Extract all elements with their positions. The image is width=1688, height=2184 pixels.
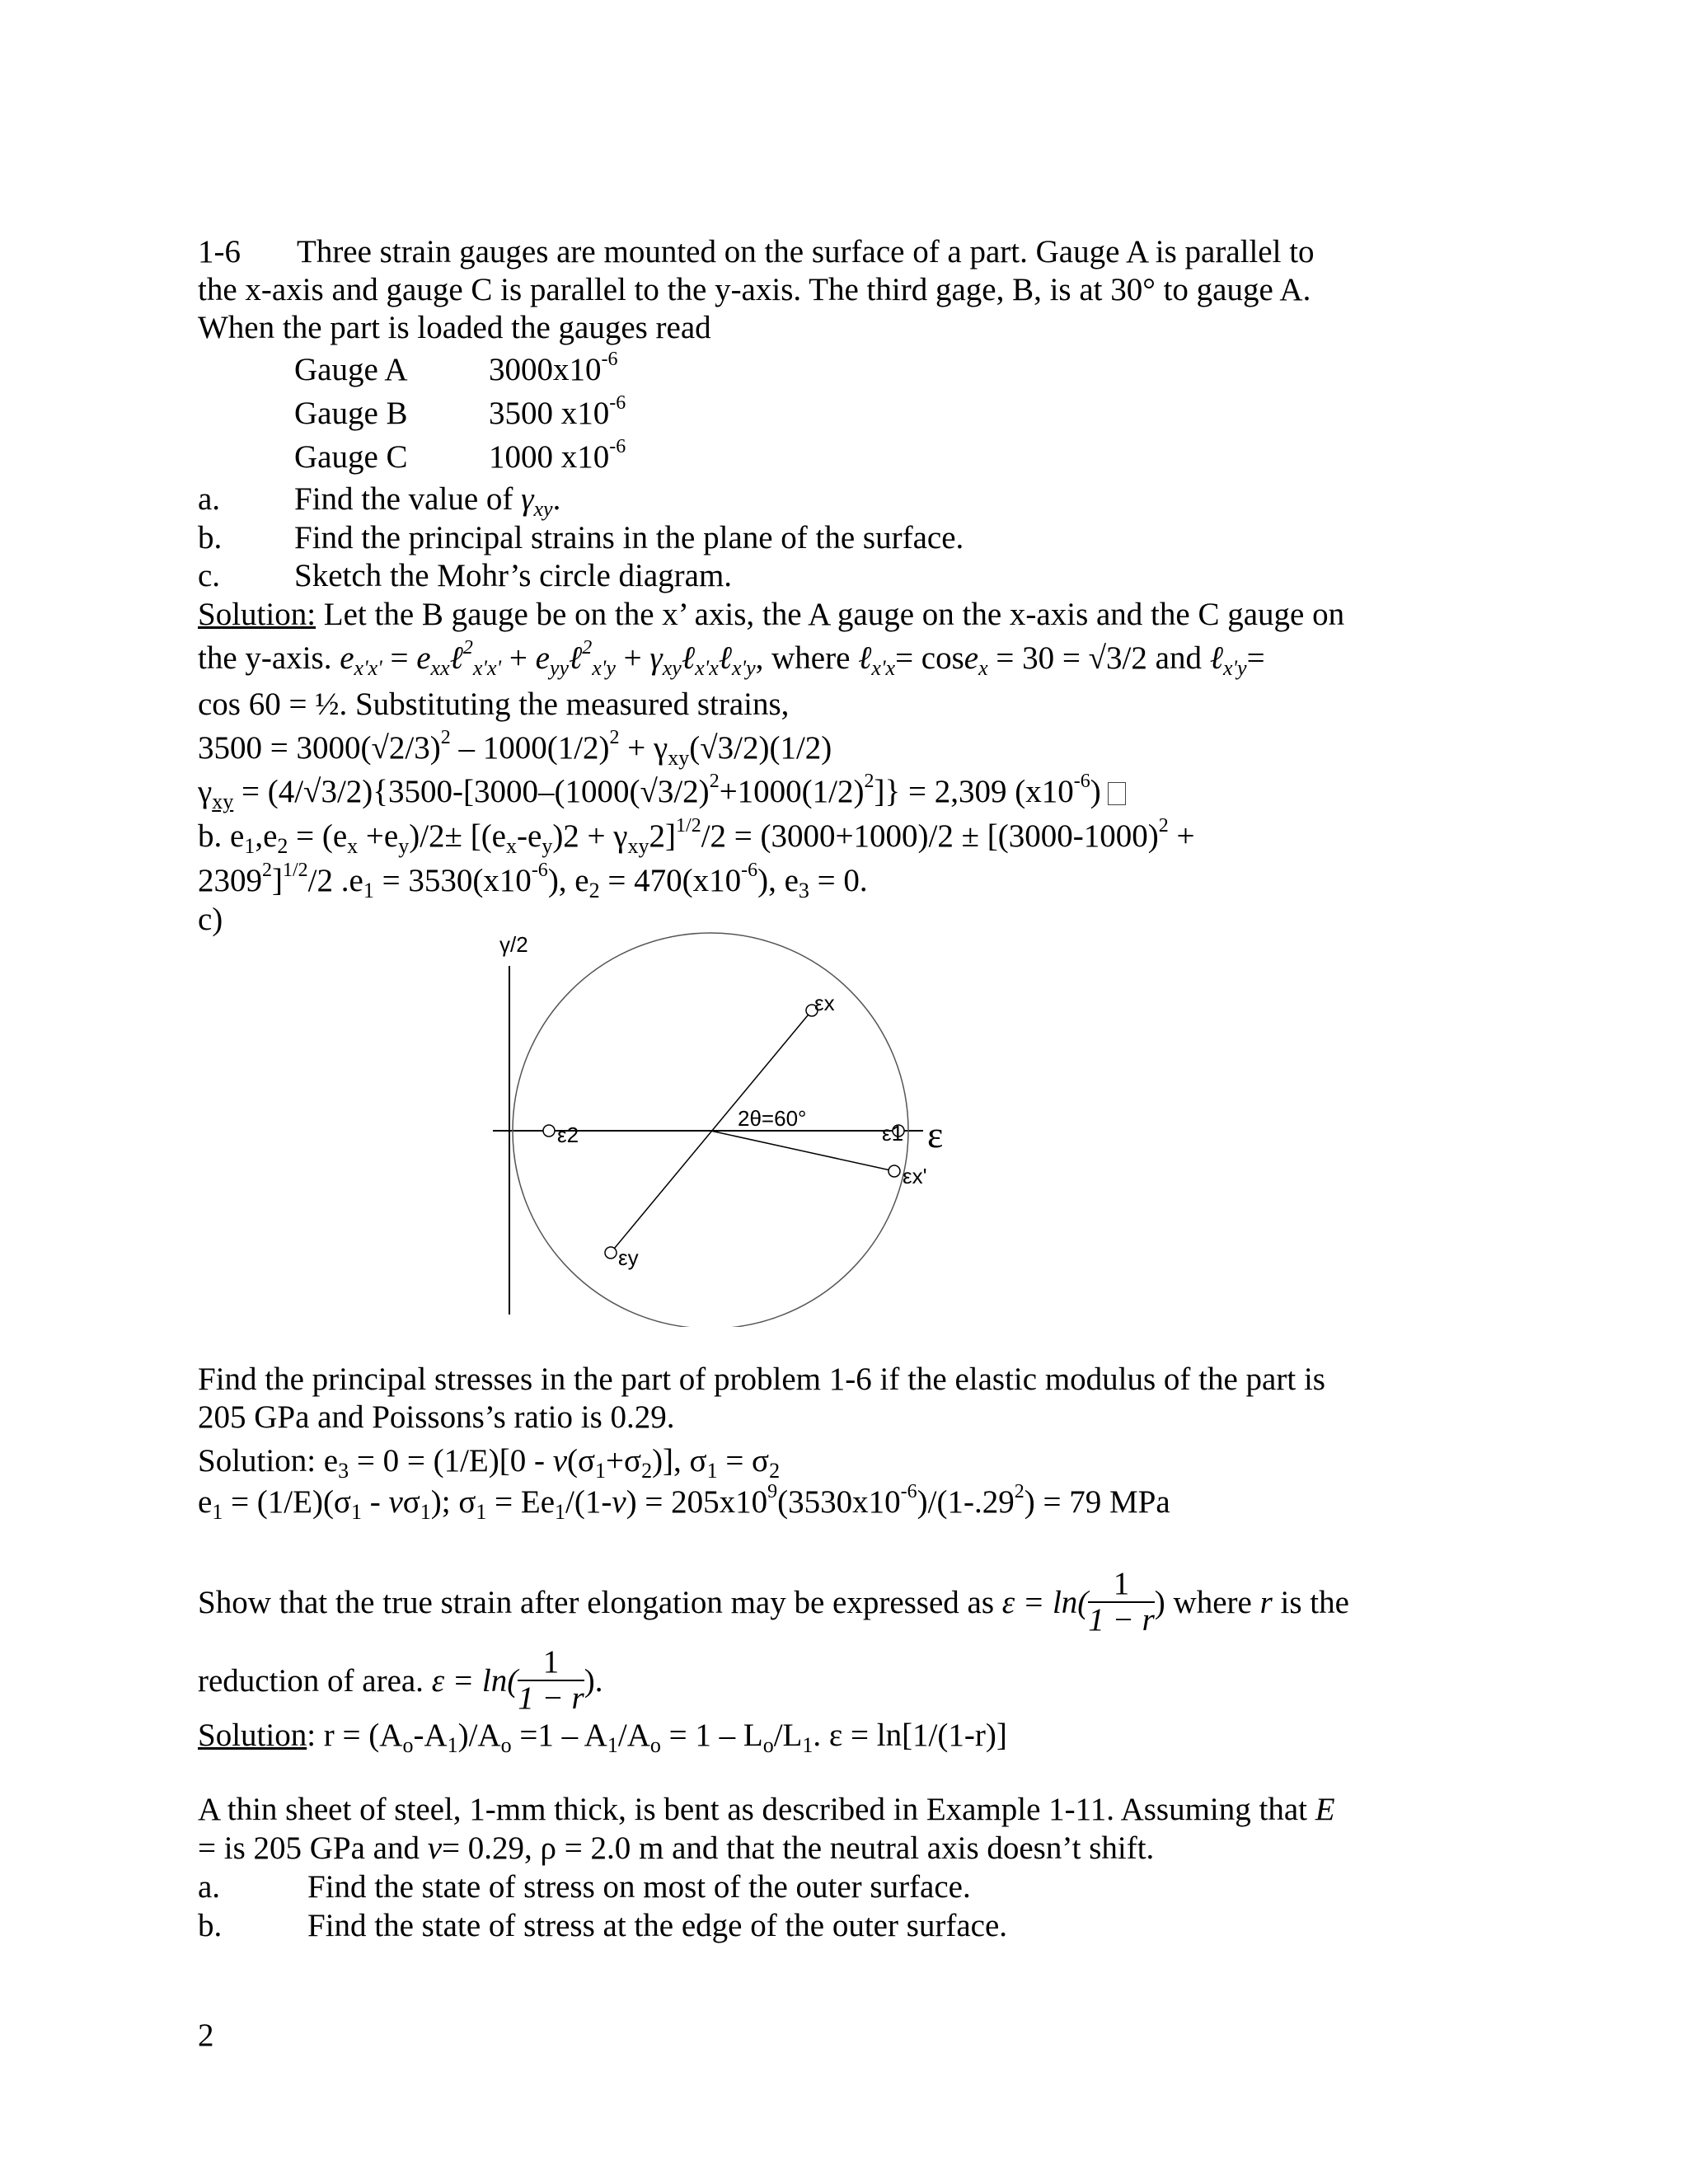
equation-text: +1000(1/2) <box>719 774 865 809</box>
equation-text: γ <box>198 774 213 809</box>
equation-2: $\gamma_{xy} = (4/√3/2)\{3500-[3000-(1000(√3/2)^2+1000(1/2)^2]\} = 2,309$ $(x10^{-6})$ <box>198 773 1126 811</box>
e1-label: ε1 <box>882 1121 904 1146</box>
solution-text: σ <box>402 1484 420 1520</box>
mohr-circle-diagram <box>462 931 1039 1327</box>
problem-text: = is 205 GPa and <box>198 1830 428 1866</box>
solution-text: /(1- <box>565 1484 612 1520</box>
gauge-c-row <box>294 438 626 476</box>
equation-text: 2309 <box>198 863 262 898</box>
equation-text: 3500 = 3000(√2/3) <box>198 730 441 766</box>
part-letter: a. <box>198 1869 221 1905</box>
formula-text: ) <box>584 1662 595 1699</box>
equation-text: + <box>1168 818 1195 854</box>
problem-text: A thin sheet of steel, 1-mm thick, is bent as described in Example 1-11. Assuming that <box>198 1792 1315 1827</box>
formula-text: ) <box>1154 1584 1165 1620</box>
solution-line-2: the y-axis. $e_{x'x'}$ = $e_{xx}\ell^2_{x'x'}$ + $e_{yy}\ell^2_{x'y}$ + $\gamma_{xy}\ell_{x'x}\ell_{x'y}$, where ℓ$_{x'x}$= cose$_x$ = 30 = √3/2 and ℓ$_{x'y}$= <box>198 637 1265 680</box>
gauge-value: 3500 x10 <box>489 396 610 431</box>
numerator: 1 <box>518 1645 584 1681</box>
gauge-label: Gauge A <box>294 352 408 387</box>
solution-text: Let the B gauge be on the x’ axis, the A gauge on the x-axis and the C gauge on <box>316 597 1345 632</box>
equation-text: = 3530(x10 <box>373 863 532 898</box>
equation-text: )2 + γ <box>552 818 628 854</box>
equation-text: ), e <box>547 863 589 898</box>
part-letter: a. <box>198 481 221 517</box>
problem-text: Show that the true strain after elongation may be expressed as <box>198 1584 1002 1620</box>
true-strain-line-1 <box>198 1566 1349 1641</box>
solution-text: : r = (A <box>307 1718 403 1753</box>
equation-4: 2309$^2$]$^{1/2}$/2 $.e_1 = 3530(x10^{-6})$, $e_2 = 470(x10^{-6})$, $e_3 = 0$. <box>198 860 868 902</box>
equation-text: = (e <box>288 818 348 854</box>
solution-text: -A <box>413 1718 448 1753</box>
equation-text: -e <box>517 818 542 854</box>
equation-text: ) <box>1090 774 1101 809</box>
equation-text: – 1000(1/2) <box>450 730 610 766</box>
solution-text: (3530x10 <box>777 1484 901 1520</box>
part-letter: c. <box>198 558 221 593</box>
solution-line-3: cos 60 = ½. Substituting the measured strains, <box>198 687 790 722</box>
problem-text: r <box>1259 1584 1273 1620</box>
solution-text: , where <box>755 640 859 676</box>
problem-text: Three strain gauges are mounted on the surface of a part. Gauge A is parallel to <box>297 234 1315 269</box>
fraction <box>518 1645 584 1716</box>
gauge-label: Gauge C <box>294 439 408 475</box>
e2-label: ε2 <box>557 1122 579 1147</box>
true-strain-line-2: reduction of area. ε = ln( $\frac{1}{1 - r}$ ). <box>198 1644 603 1716</box>
part-c-label: c) <box>198 902 223 937</box>
gamma-axis-label: γ/2 <box>499 932 528 957</box>
solution-text: /A <box>617 1718 650 1753</box>
solution-text: )], σ <box>652 1443 707 1479</box>
solution-text: = σ <box>717 1443 770 1479</box>
solution-text: = Ee <box>486 1484 556 1520</box>
equation-text: = 470(x10 <box>599 863 742 898</box>
epsilon-axis-label: ε <box>927 1113 944 1155</box>
problem-text: where <box>1165 1584 1260 1620</box>
equation-text: ]} = 2,309 (x10 <box>874 774 1074 809</box>
part-text: Sketch the Mohr’s circle diagram. <box>294 558 733 593</box>
gauge-a-row <box>294 351 618 389</box>
gauge-b-row <box>294 392 626 433</box>
solution-text: =1 – A <box>511 1718 607 1753</box>
equation-text: ] <box>272 863 283 898</box>
point-e2 <box>543 1125 555 1137</box>
solution-text: (σ <box>567 1443 596 1479</box>
problem-number: 1-6 <box>198 234 241 269</box>
stress-problem-line-2: 205 GPa and Poissons’s ratio is 0.29. <box>198 1399 675 1435</box>
solution-text: e <box>198 1484 213 1520</box>
exponent: -6 <box>609 436 626 457</box>
stress-problem-line-1: Find the principal stresses in the part of problem 1-6 if the elastic modulus of the part is <box>198 1361 1325 1397</box>
part-b <box>198 519 964 557</box>
page-number: 2 <box>198 2018 214 2053</box>
ex-label: εx <box>814 991 835 1015</box>
solution-text: ) = 79 MPa <box>1024 1484 1170 1520</box>
exponent: -6 <box>609 392 626 414</box>
gauge-value: 1000 x10 <box>489 439 610 475</box>
solution-text: ); σ <box>430 1484 476 1520</box>
problem-text: reduction of area. <box>198 1662 432 1699</box>
problem-text: = 0.29, ρ = 2.0 m and that the neutral axis doesn’t shift. <box>442 1830 1155 1866</box>
formula-text: ε = ln( <box>1001 1584 1089 1620</box>
equation-1: $3500 = 3000(√2/3)^2 - 1000(1/2)^2 + \gamma_{xy}(√3/2)(1/2)$ <box>198 727 832 770</box>
equation-text: = 0. <box>809 863 868 898</box>
solution-label: Solution: <box>198 597 316 632</box>
true-strain-solution: Solution: $r = (A_o-A_1)/A_o =1 - A_1/A_o = 1 - L_o/L_1$. ε = ln[1/(1-r)] <box>198 1718 1007 1757</box>
denominator: 1 − r <box>518 1680 584 1716</box>
solution-text: . ε = ln[1/(1-r)] <box>813 1718 1007 1753</box>
numerator: 1 <box>1088 1567 1155 1603</box>
point-exprime <box>889 1165 900 1177</box>
part-a: a. Find the value of $\gamma_{xy}$. <box>198 481 561 521</box>
solution-text: = 0 = (1/E)[0 - <box>349 1443 553 1479</box>
equation-text: (√3/2)(1/2) <box>689 730 832 766</box>
denominator: 1 − r <box>1088 1602 1155 1638</box>
part-text: Find the state of stress on most of the outer surface. <box>307 1869 971 1905</box>
exprime-label: εx' <box>903 1164 927 1188</box>
part-text: Find the value of <box>294 481 522 517</box>
part-c <box>198 557 732 595</box>
solution-line-1 <box>198 596 1344 634</box>
solution-text: /L <box>773 1718 803 1753</box>
ey-label: εy <box>618 1245 639 1270</box>
formula-text: ε = ln( <box>431 1662 518 1699</box>
part-letter: b. <box>198 520 223 555</box>
equation-text: ), e <box>757 863 799 898</box>
equation-3: b. $e_1,e_2 = (e_x +e_y)/2\pm [(e_x-e_y)2 + \gamma_{xy}2]^{1/2}/2 = (3000+1000)/2 \pm [(3000-1000)^2$ + <box>198 815 1195 858</box>
stress-solution-line-2: $e_1 = (1/E)(\sigma_1 - \nu\sigma_1)$; $\sigma_1 = Ee_1/(1-\nu) = 205x10^9(3530x10^{-6})/(1-.29^2) = 79$ MPa <box>198 1481 1170 1524</box>
equation-text: = (4/√3/2){3500-[3000–(1000(√3/2) <box>233 774 710 809</box>
equation-text: )/2± [(e <box>409 818 506 854</box>
part-letter: b. <box>198 1908 223 1943</box>
diameter-xprime <box>710 1131 894 1171</box>
solution-text: the y-axis. <box>198 640 340 676</box>
solution-text: +σ <box>606 1443 642 1479</box>
stress-solution-line-1: Solution: $e_3 = 0 = (1/E)[0 - \nu(\sigma_1+\sigma_2)]$, $\sigma_1 = \sigma_2$ <box>198 1443 781 1483</box>
thin-sheet-line-1: A thin sheet of steel, 1-mm thick, is bent as described in Example 1-11. Assuming that E <box>198 1792 1335 1827</box>
thin-sheet-part-b <box>198 1907 1007 1945</box>
gauge-label: Gauge B <box>294 396 408 431</box>
problem-1-6-line-2: the x-axis and gauge C is parallel to the y-axis. The third gage, B, is at 30° to gauge A. <box>198 272 1311 307</box>
equation-text: + γ <box>619 730 668 766</box>
equation-text: b. e <box>198 818 245 854</box>
part-text: Find the state of stress at the edge of the outer surface. <box>307 1908 1008 1943</box>
equation-text: /2 .e <box>307 863 363 898</box>
solution-text: Solution: e <box>198 1443 339 1479</box>
gauge-value: 3000x10 <box>489 352 602 387</box>
solution-text: = (1/E)(σ <box>223 1484 351 1520</box>
equation-text: 2] <box>649 818 677 854</box>
thin-sheet-part-a <box>198 1868 971 1906</box>
angle-label: 2θ=60° <box>738 1106 807 1131</box>
equation-text: +e <box>358 818 399 854</box>
problem-1-6-line-3: When the part is loaded the gauges read <box>198 310 711 345</box>
equation-text: /2 = (3000+1000)/2 ± [(3000-1000) <box>701 818 1159 854</box>
solution-text: = 30 = √3/2 and <box>987 640 1210 676</box>
solution-label: Solution <box>198 1718 307 1753</box>
solution-text: = cos <box>895 640 964 676</box>
fraction <box>1088 1567 1155 1638</box>
point-ey <box>605 1247 617 1258</box>
solution-text: = 1 – L <box>660 1718 763 1753</box>
problem-1-6-line-1 <box>198 233 1315 271</box>
exponent: -6 <box>601 349 618 370</box>
problem-text: is the <box>1272 1584 1349 1620</box>
solution-text: - <box>361 1484 389 1520</box>
thin-sheet-line-2: = is 205 GPa and ν= 0.29, ρ = 2.0 m and that the neutral axis doesn’t shift. <box>198 1830 1155 1866</box>
part-text: Find the principal strains in the plane of the surface. <box>294 520 964 555</box>
solution-text: )/A <box>457 1718 501 1753</box>
solution-text: )/(1-.29 <box>917 1484 1015 1520</box>
equation-text: ,e <box>255 818 278 854</box>
solution-text: ) = 205x10 <box>626 1484 768 1520</box>
placeholder-box <box>1108 782 1126 805</box>
